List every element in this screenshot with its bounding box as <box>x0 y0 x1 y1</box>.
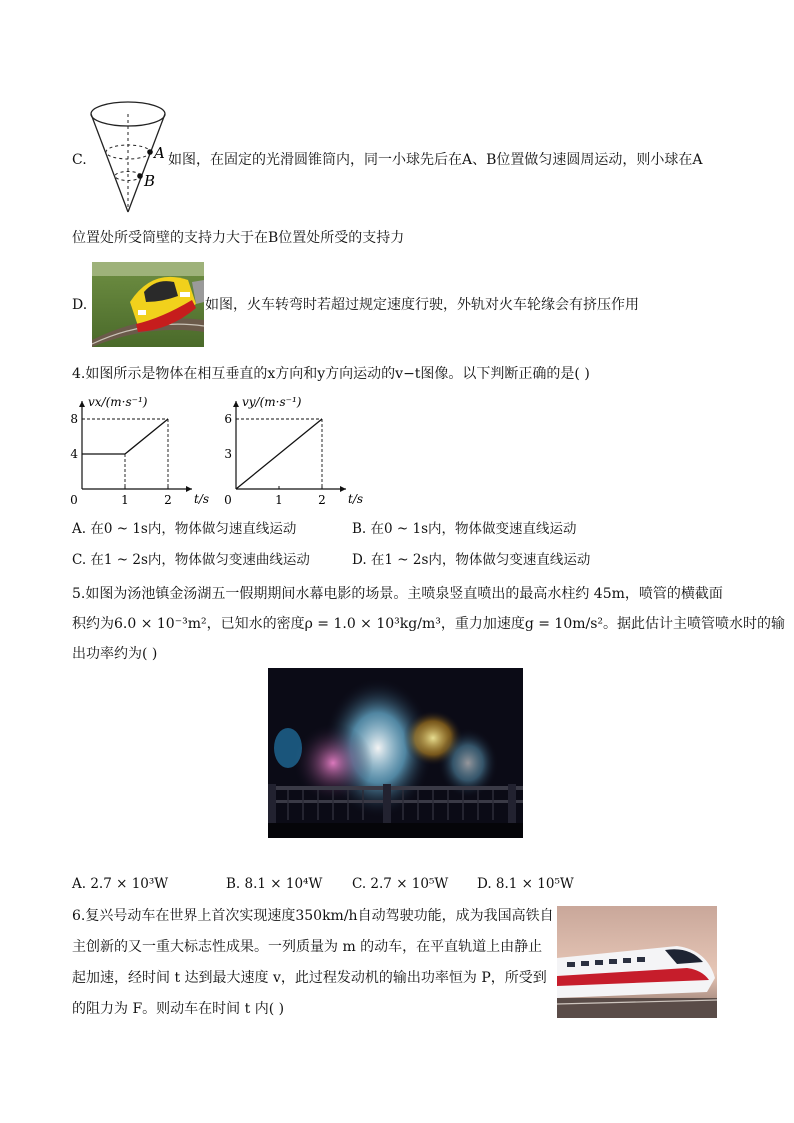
vy-y-arrow <box>233 401 239 407</box>
option-d-text: 如图，火车转弯时若超过规定速度行驶，外轨对火车轮缘会有挤压作用 <box>205 297 639 313</box>
vy-x-arrow <box>340 486 346 492</box>
point-a-label: A <box>154 144 165 162</box>
vy-y-tick-label: 3 <box>224 447 232 461</box>
vy-y-tick-label: 6 <box>224 412 232 426</box>
vx-series-line <box>82 419 168 454</box>
question-4-option-a: A. 在0 ~ 1s内，物体做匀速直线运动 <box>72 521 297 537</box>
vy-x-tick-label: 2 <box>318 493 326 507</box>
fountain-photo <box>268 668 523 838</box>
vx-x-tick-label: 2 <box>164 493 172 507</box>
question-5-stem-line-3: 出功率约为( ) <box>72 646 158 662</box>
option-d-label: D. <box>72 297 88 313</box>
vx-y-arrow <box>79 401 85 407</box>
vx-x-tick-label: 0 <box>70 493 78 507</box>
vx-y-tick-label: 4 <box>70 447 78 461</box>
question-6-line-2: 主创新的又一重大标志性成果。一列质量为 m 的动车，在平直轨道上由静止 <box>72 939 543 955</box>
vx-x-tick-label: 1 <box>121 493 129 507</box>
point-b-label: B <box>144 172 156 190</box>
question-4-stem: 4.如图所示是物体在相互垂直的x方向和y方向运动的v−t图像。以下判断正确的是( ) <box>72 366 590 382</box>
vy-y-axis-label: vy/(m·s⁻¹) <box>242 395 302 409</box>
option-c-text-1: 如图，在固定的光滑圆锥筒内，同一小球先后在A、B位置做匀速圆周运动，则小球在A <box>168 152 703 168</box>
vy-series-line <box>236 419 322 489</box>
question-5-option-c: C. 2.7 × 10⁵W <box>352 876 449 892</box>
question-5-option-d: D. 8.1 × 10⁵W <box>477 876 574 892</box>
question-5-option-a: A. 2.7 × 10³W <box>72 876 169 892</box>
vy-x-tick-label: 0 <box>224 493 232 507</box>
question-5-option-b: B. 8.1 × 10⁴W <box>226 876 323 892</box>
question-4-option-b: B. 在0 ~ 1s内，物体做变速直线运动 <box>352 521 577 537</box>
train-curve-photo <box>92 262 204 347</box>
vx-y-axis-label: vx/(m·s⁻¹) <box>88 395 148 409</box>
question-4-option-d: D. 在1 ~ 2s内，物体做匀变速直线运动 <box>352 552 591 568</box>
option-c-text-2: 位置处所受筒壁的支持力大于在B位置处所受的支持力 <box>72 230 405 246</box>
question-6-line-1: 6.复兴号动车在世界上首次实现速度350km/h自动驾驶功能，成为我国高铁自 <box>72 908 554 924</box>
question-4-option-c: C. 在1 ~ 2s内，物体做匀变速曲线运动 <box>72 552 310 568</box>
vx-x-axis-label: t/s <box>194 492 210 506</box>
question-6-line-4: 的阻力为 F。则动车在时间 t 内( ) <box>72 1001 285 1017</box>
question-6-line-3: 起加速，经时间 t 达到最大速度 v，此过程发动机的输出功率恒为 P，所受到 <box>72 970 547 986</box>
high-speed-train-photo <box>557 906 717 1018</box>
option-c-label: C. <box>72 152 87 168</box>
vx-y-tick-label: 8 <box>70 412 78 426</box>
question-5-stem-line-1: 5.如图为汤池镇金汤湖五一假期期间水幕电影的场景。主喷泉竖直喷出的最高水柱约 45m，喷管的横截面 <box>72 586 723 602</box>
vy-x-tick-label: 1 <box>275 493 283 507</box>
cone-diagram <box>88 100 170 218</box>
vy-x-axis-label: t/s <box>348 492 364 506</box>
vx-x-arrow <box>186 486 192 492</box>
vx-t-chart <box>68 392 218 507</box>
vy-t-chart <box>222 392 372 507</box>
question-5-stem-line-2: 积约为6.0 × 10⁻³m²，已知水的密度ρ = 1.0 × 10³kg/m³，重力加速度g = 10m/s²。据此估计主喷管喷水时的输 <box>72 616 786 632</box>
